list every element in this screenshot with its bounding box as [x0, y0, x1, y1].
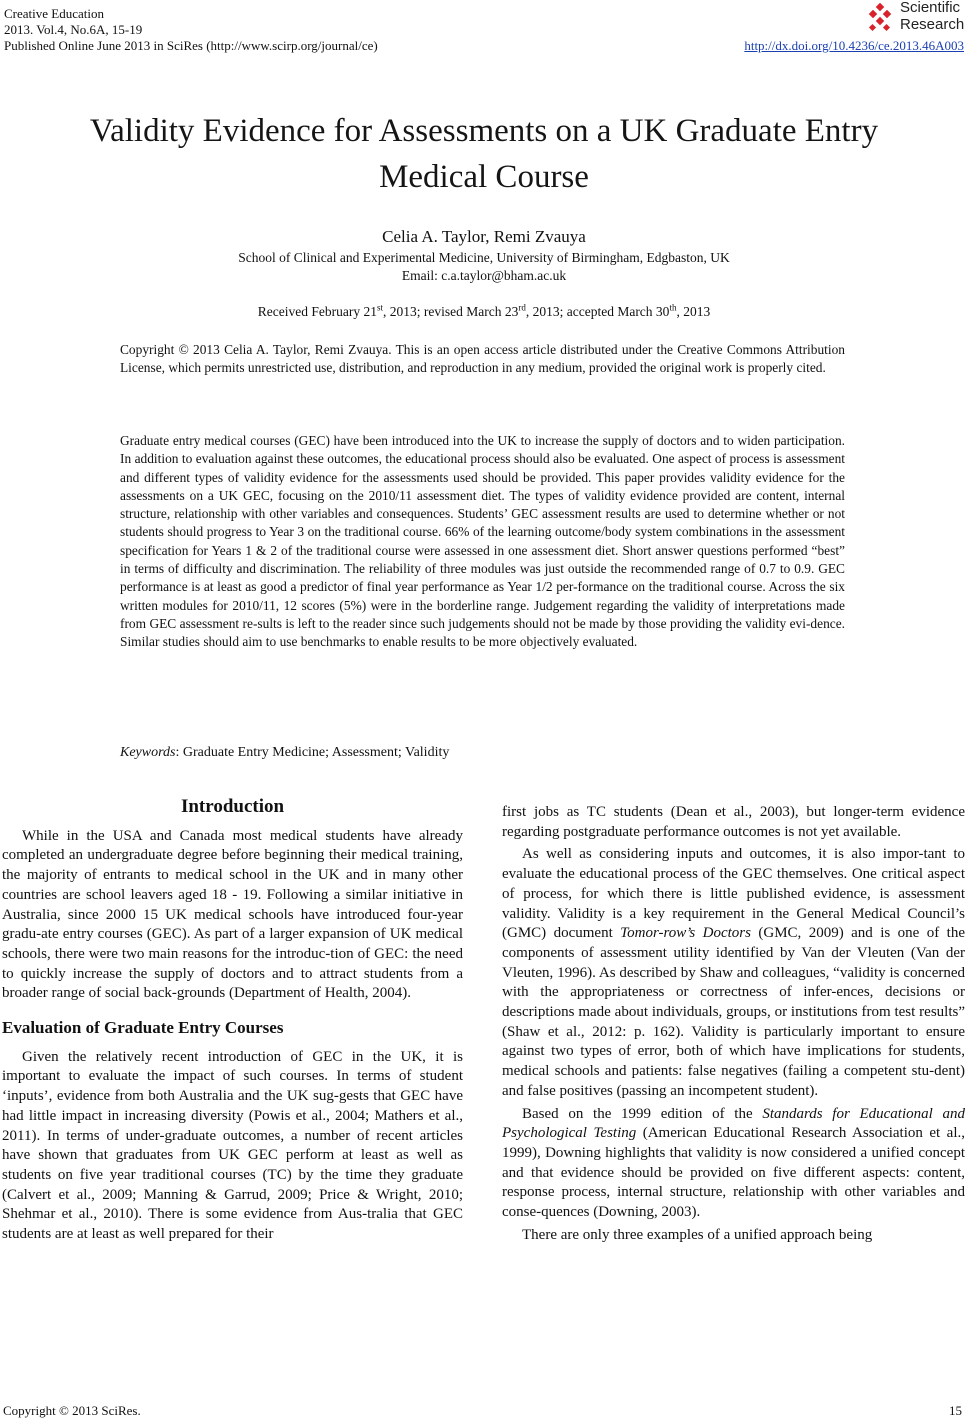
journal-volume: 2013. Vol.4, No.6A, 15-19	[4, 22, 143, 37]
running-header-left	[4, 6, 604, 54]
email: Email: c.a.taylor@bham.ac.uk	[401, 268, 567, 283]
paragraph-unified-approach: There are only three examples of a unified approach being	[522, 1226, 873, 1243]
year-text: , 2013	[676, 304, 711, 319]
section-heading-introduction: Introduction	[180, 796, 285, 817]
received-text: Received February 21	[257, 304, 377, 319]
paragraph-first-jobs: first jobs as TC students (Dean et al., 2003), but longer-term evidence regarding postgraduate performance outcomes is not yet available.	[502, 804, 965, 840]
validity-italic-title: Tomor-row’s Doctors	[620, 925, 751, 942]
article-title	[0, 108, 968, 200]
validity-text-a: As well as considering inputs and outcomes, it is also impor-tant to evaluate the educational process of the GEC themselves. One critical aspect of process, for which there is little published evidence, is assessment validity. Validity is a key requirement in the General Medical Council’s (GMC) document	[502, 846, 965, 942]
abstract: Graduate entry medical courses (GEC) have been introduced into the UK to increase the supply of doctors and to widen participation. In addition to evaluation against these outcomes, the educational process should also be evaluated. One aspect of process is assessment and different types of validity evidence for the assessments used should be provided. This paper provides validity evidence for the assessments on a UK GEC, focusing on the 2010/11 assessment diet. The types of validity evidence provided are content, internal structure, relationship with other variables and consequences. Students’ GEC assessment results are used to determine whether or not students should progress to Year 3 on the traditional course. 66% of the learning outcome/body system combinations in the assessment specification for Years 1 & 2 of the traditional course were assessed in one assessment diet. Short answer questions performed “best” in terms of difficulty and discrimination. The reliability of three modules was just outside the recommended range of 0.7 to 0.9. GEC performance is at least as good a predictor of final year performance as Year 1/2 per-formance on the traditional course. Across the six written modules for 2010/11, 12 scores (5%) were in the borderline range. Judgement regarding the validity of interpretations made from GEC assessment re-sults is left to the reader since such judgements should not be made by those providing the validity evi-dence. Similar studies should aim to use benchmarks to enable results to be more objectively evaluated.	[120, 433, 845, 650]
standards-italic-title: Standards for Educational and Psychological Testing	[502, 1105, 965, 1142]
revised-text: , 2013; revised March 23	[383, 304, 519, 319]
authors: Celia A. Taylor, Remi Zvauya	[382, 227, 586, 246]
right-column	[502, 803, 965, 1245]
paragraph-standards	[502, 1105, 965, 1223]
footer-copyright: Copyright © 2013 SciRes.	[3, 1403, 141, 1418]
keywords	[120, 745, 449, 761]
journal-name: Creative Education	[4, 6, 104, 21]
paragraph-introduction: While in the USA and Canada most medical students have already completed an undergraduate degree before beginning their medical training, the majority of entrants to medical school in the UK and in many other countries are school leavers aged 18 - 19. Following a similar initiative in Australia, since 2000 15 UK medical schools have introduced four-year gradu-ate entry courses (GEC). As part of a larger expansion of UK medical schools, there were two main reasons for the introduc-tion of GEC: the need to quickly increase the supply of doctors and to attract students from a broader range of social back-grounds (Department of Health, 2004).	[2, 827, 463, 1002]
keywords-label: Keywords	[120, 745, 176, 760]
title-line-1: Validity Evidence for Assessments on a UK Graduate Entry	[89, 113, 879, 149]
paragraph-validity	[502, 845, 965, 1101]
publication-info: Published Online June 2013 in SciRes (http://www.scirp.org/journal/ce)	[4, 38, 378, 53]
standards-text-b: (American Educational Research Association et al., 1999), Downing highlights that validity is now considered a unified concept and that evidence should be provided on five different aspects: content, response process, internal structure, relationship with other variables and conse-quences (Downing, 2003).	[502, 1125, 965, 1221]
accepted-suffix: th	[669, 302, 677, 313]
copyright-notice: Copyright © 2013 Celia A. Taylor, Remi Zvauya. This is an open access article distributed under the Creative Commons Attribution License, which permits unrestricted use, distribution, and reproduction in any medium, provided the original work is properly cited.	[120, 342, 845, 376]
logo-text-research: Research	[900, 16, 965, 33]
doi-link[interactable]: http://dx.doi.org/10.4236/ce.2013.46A003	[744, 38, 964, 53]
paragraph-evaluation: Given the relatively recent introduction of GEC in the UK, it is important to evaluate the impact of such courses. In terms of student ‘inputs’, evidence from both Australia and the UK sug-gests that GEC have had little impact in increasing diversity (Powis et al., 2004; Mathers et al., 2011). In terms of under-graduate outcomes, a number of recent articles have shown that graduates from UK GEC perform at least as well as students on five year traditional courses (TC) by the time they graduate (Calvert et al., 2009; Manning & Garrud, 2009; Price & Wright, 2010; Shehmar et al., 2010). There is some evidence from Aus-tralia that GEC students are at least as well prepared for their	[2, 1048, 463, 1243]
received-suffix: st	[377, 302, 384, 313]
affiliation: School of Clinical and Experimental Medicine, University of Birmingham, Edgbaston, UK	[238, 250, 730, 265]
revised-suffix: rd	[518, 302, 526, 313]
title-line-2: Medical Course	[379, 159, 589, 195]
logo-text-scientific: Scientific	[900, 0, 961, 16]
scientific-research-logo	[866, 0, 966, 38]
left-column	[2, 797, 463, 1245]
validity-text-b: (GMC, 2009) and is one of the components of assessment utility identified by Van der Vleuten (Van der Vleuten, 1996). As described by Shaw and colleagues, “validity is concerned with the appropriateness or correctness of infer-ences, decisions or descriptions made about individuals, groups, or institutions from test results” (Shaw et al., 2012: p. 162). Validity is particularly important to ensure against two types of error, both of which have implications for students, medical schools and patients: false negatives (failing a competent stu-dent) and false positives (passing an incompetent student).	[502, 925, 965, 1099]
standards-text-a: Based on the 1999 edition of the	[522, 1105, 763, 1122]
logo-diamond-icon	[866, 3, 896, 33]
keywords-list: : Graduate Entry Medicine; Assessment; Validity	[175, 745, 450, 760]
accepted-text: , 2013; accepted March 30	[525, 304, 670, 319]
page-number: 15	[949, 1403, 962, 1418]
section-heading-evaluation: Evaluation of Graduate Entry Courses	[2, 1018, 284, 1038]
received-dates	[0, 304, 968, 320]
